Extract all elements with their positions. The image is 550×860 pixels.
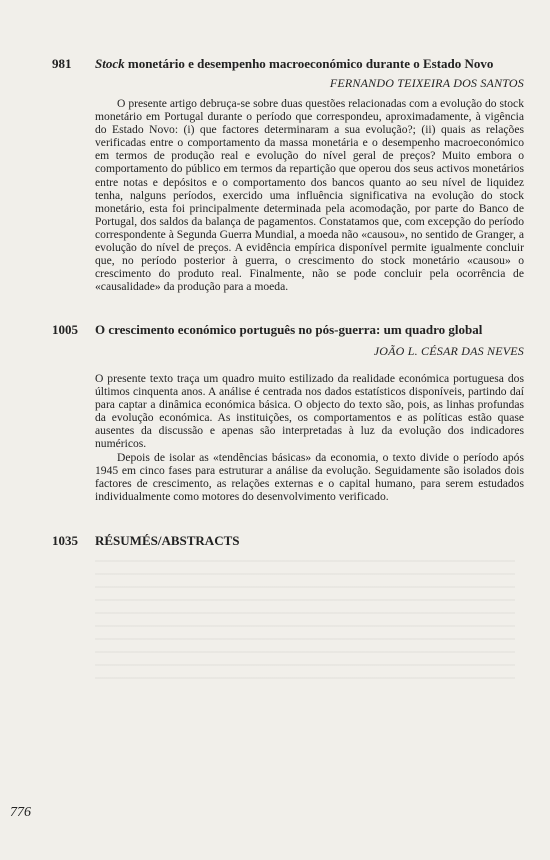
- abstract-paragraph: Depois de isolar as «tendências básicas» da economia, o texto divide o período após 1945 em cinco fases para estruturar a análise da evolução. Seguidamente são isolados dois factores de crescimento, as relações externas e o capital humano, para serem estudados individualmente como motores do desenvolvimento verificado.: [95, 450, 524, 503]
- entry-header: [0, 532, 550, 550]
- entry-author: FERNANDO TEIXEIRA DOS SANTOS: [329, 76, 524, 90]
- entry-number: 1005: [52, 322, 78, 337]
- abstract-paragraph: O presente texto traça um quadro muito estilizado da realidade económica portuguesa dos últimos cinquenta anos. A análise é centrada nos dados estatísticos disponíveis, partindo daí para captar a dinâmica económica básica. O objecto do texto são, pois, as linhas profundas da evolução económica. As instituições, os comportamentos e as políticas estão quase ausentes da discussão e apenas são interpretadas à luz da evolução dos indicadores numéricos.: [95, 372, 524, 451]
- entry-header: [0, 55, 550, 73]
- page-number: 776: [10, 805, 31, 820]
- entry-title: RÉSUMÉS/ABSTRACTS: [95, 533, 240, 548]
- entry-header: [0, 321, 550, 339]
- entry-number: 1035: [52, 533, 78, 548]
- abstract-981: [95, 97, 524, 293]
- entry-number: 981: [52, 56, 72, 71]
- abstract-paragraph: O presente artigo debruça-se sobre duas questões relacionadas com a evolução do stock monetário em Portugal durante o período que correspondeu, aproximadamente, à vigência do Estado Novo: (i) que factores determinaram a sua evolução?; (ii) quais as relações verificadas entre o comportamento da massa monetária e o desempenho macroeconómico em termos de produção real e evolução do nível geral de preços? Muito embora o comportamento do público em termos da repartição que operou dos seus activos monetários entre notas e depósitos e o comportamento dos bancos quanto ao seu nível de liquidez tenha, nalguns períodos, exercido uma influência significativa na evolução do stock monetário, esta foi principalmente determinada pela acomodação, por parte do Banco de Portugal, dos saldos da balança de pagamentos. Constatamos que, com excepção do período correspondente à Segunda Guerra Mundial, a moeda não «causou», no sentido de Granger, a evolução do nível de preços. A evidência empírica disponível permite igualmente concluir que, no período posterior à guerra, o crescimento do stock monetário «causou» o crescimento do produto real. Finalmente, não se pode concluir pela ocorrência de «causalidade» da produção para a moeda.: [95, 97, 525, 294]
- entry-title: [95, 55, 515, 73]
- entry-1035: [0, 532, 550, 550]
- show-through-texture: [95, 560, 515, 680]
- entry-title-italic: Stock: [95, 56, 125, 71]
- entry-1005: [0, 321, 550, 358]
- entry-title: O crescimento económico português no pós-guerra: um quadro global: [95, 322, 483, 337]
- entry-981: [0, 55, 550, 90]
- entry-author: JOÃO L. CÉSAR DAS NEVES: [373, 344, 524, 358]
- abstract-1005: [95, 372, 524, 503]
- entry-title-rest: monetário e desempenho macroeconómico durante o Estado Novo: [124, 56, 494, 71]
